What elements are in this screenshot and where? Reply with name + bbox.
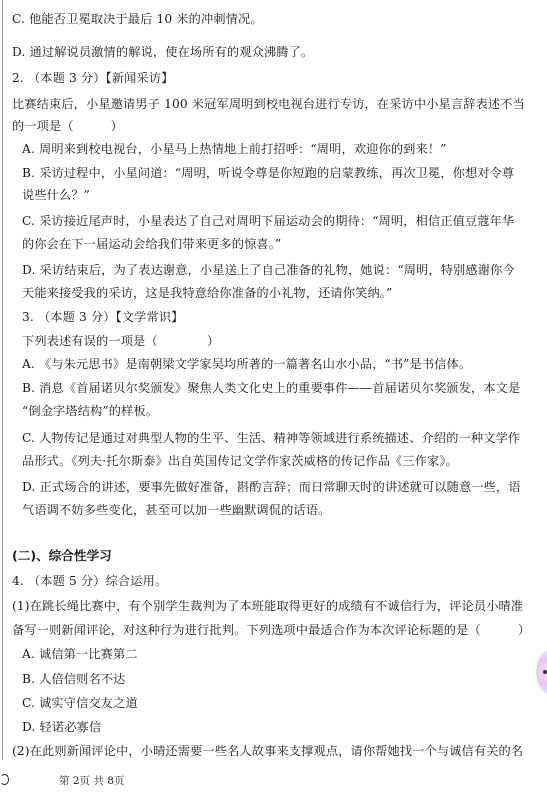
q2-option-d-line-1: D. 采访结束后，为了表达谢意，小星送上了自己准备的礼物，她说：“周明，特别感谢你今	[22, 263, 515, 277]
q2-number: 2. （本题 3 分）【新闻采访】	[12, 71, 174, 85]
q4-option-a: A. 诚信第一比赛第二	[22, 647, 138, 661]
q3-option-a: A. 《与朱元思书》是南朝梁文学家吴均所著的一篇著名山水小品，“书”是书信体。	[22, 357, 472, 371]
bubble-dot-icon	[543, 670, 547, 674]
q2-stem-line-2: 的一项是（ ）	[12, 119, 124, 133]
q3-stem: 下列表述有误的一项是（ ）	[22, 334, 220, 348]
q2-stem-line-1: 比赛结束后，小星邀请男子 100 米冠军周明到校电视台进行专访，在采访中小星言辞表述不当	[12, 97, 525, 111]
q2-option-c-line-2: 的你会在下一届运动会给我们带来更多的惊喜。”	[22, 237, 282, 251]
q4-option-d: D. 轻诺必寡信	[22, 720, 102, 734]
q3-option-b-line-1: B. 消息《首届诺贝尔奖颁发》聚焦人类文化史上的重要事件——首届诺贝尔奖颁发，本文是	[22, 381, 521, 395]
q1-option-c: C. 他能否卫冕取决于最后 10 米的冲刺情况。	[12, 12, 263, 26]
q3-option-c-line-2: 品形式。《列夫·托尔斯泰》出自英国传记文学作家茨威格的传记作品《三作家》。	[22, 454, 458, 468]
corner-mark-icon	[0, 774, 9, 785]
margin-rule	[2, 0, 3, 760]
q4-number: 4. （本题 5 分）综合运用。	[12, 574, 168, 588]
q2-option-d-line-2: 天能来接受我的采访，这是我特意给你准备的小礼物，还请你笑纳。”	[22, 286, 393, 300]
q2-option-b-line-1: B. 采访过程中，小星问道：“周明，听说令尊是你短跑的启蒙教练，再次卫冕，你想对令尊	[22, 166, 515, 180]
q2-option-c-line-1: C. 采访接近尾声时，小星表达了自己对周明下届运动会的期待：“周明，相信正值豆蔻年华	[22, 214, 515, 228]
q3-option-d-line-1: D. 正式场合的讲述，要事先做好准备，斟酌言辞；而日常聊天时的讲述就可以随意一些，语	[22, 480, 521, 494]
q4-part1-line-2: 备写一则新闻评论，对这种行为进行批判。下列选项中最适合作为本次评论标题的是（ ）	[12, 623, 531, 637]
q3-number: 3. （本题 3 分）【文学常识】	[22, 310, 184, 324]
section-title: (二)、综合性学习	[12, 548, 112, 563]
q4-option-b: B. 人倍信则名不达	[22, 672, 126, 686]
q4-option-c: C. 诚实守信交友之道	[22, 696, 138, 710]
q3-option-b-line-2: “倒金字塔结构”的样板。	[22, 404, 159, 418]
q4-part1-line-1: (1)在跳长绳比赛中，有个别学生裁判为了本班能取得更好的成绩有不诚信行为，评论员小晴准	[12, 599, 524, 613]
q2-option-b-line-2: 说些什么？”	[22, 188, 91, 202]
page-number: 第 2页 共 8页	[59, 775, 125, 787]
q3-option-c-line-1: C. 人物传记是通过对典型人物的生平、生活、精神等领域进行系统描述、介绍的一种文学作	[22, 431, 521, 445]
q4-part2-line-1: (2)在此则新闻评论中，小晴还需要一些名人故事来支撑观点，请你帮她找一个与诚信有关的名	[12, 744, 524, 758]
q1-option-d: D. 通过解说员激情的解说，使在场所有的观众沸腾了。	[12, 45, 314, 59]
q3-option-d-line-2: 气语调不妨多些变化，甚至可以加一些幽默调侃的话语。	[22, 503, 331, 517]
q2-option-a: A. 周明来到校电视台，小星马上热情地上前打招呼：“周明，欢迎你的到来！”	[22, 142, 447, 156]
